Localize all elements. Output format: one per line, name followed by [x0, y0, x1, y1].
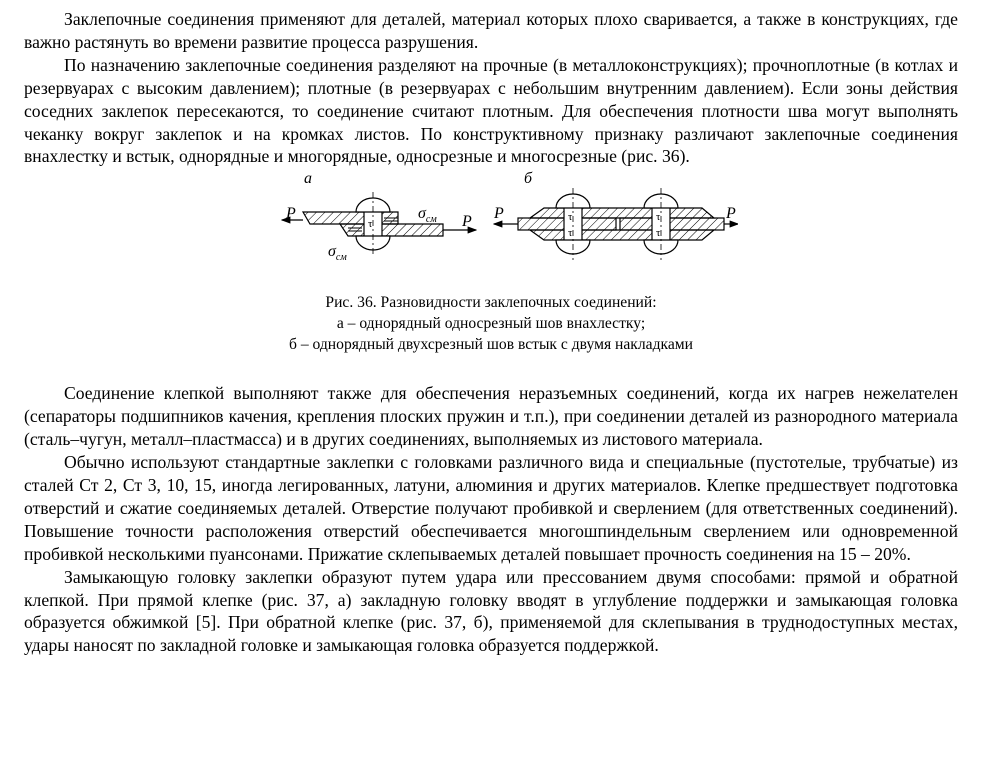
cover-plate-top-b [530, 208, 714, 218]
sigma-label-lower: $\sigma_{см}$ [328, 243, 347, 264]
tau-label-b1-top: τ [568, 211, 573, 224]
butt-joint-diagram [493, 188, 738, 260]
cover-plate-bottom-b [530, 230, 714, 240]
caption-title: Рис. 36. Разновидности заклепочных соединений: [325, 294, 657, 312]
tau-label-b1-bottom: τ [568, 227, 573, 240]
caption-a: а – однорядный односрезный шов внахлестку; [336, 315, 646, 333]
force-label-right-b: P [726, 205, 736, 223]
paragraph-5: Замыкающую головку заклепки образуют путем удара или прессованием двумя способами: прямой и обратной клепкой. При прямой клепке (рис. 37, а) закладную головку вводят в углубление поддержки и замыкающая головка образуется обжимкой [5]. При обратной клепке (рис. 37, б), применяемой для склепывания в труднодоступных местах, удары наносят по закладной головке и замыкающая головка образуется поддержкой. [24, 566, 958, 656]
rivet-joint-diagram [248, 170, 738, 290]
sigma-label-upper: $\sigma_{см}$ [418, 205, 437, 226]
label-b: б [524, 170, 533, 188]
force-label-right-a: P [462, 213, 472, 231]
paragraph-2: По назначению заклепочные соединения разделяют на прочные (в металлоконструкциях); прочноплотные (в котлах и резервуарах с высоким давлением); плотные (в резервуарах с небольшим внутренним давлением). Если зоны действия соседних заклепок пересекаются, то соединение считают плотным. Для обеспечения плотности шва могут выполнять чеканку вокруг заклепок и на кромках листов. По конструктивному признаку различают заклепочные соединения внахлестку и встык, однорядные и многорядные, односрезные и многосрезные (рис. 36). [24, 54, 958, 167]
bottom-plate-a [340, 224, 443, 236]
caption-b: б – однорядный двухсрезный шов встык с двумя накладками [289, 336, 693, 354]
lap-joint-diagram [282, 192, 476, 263]
tau-label-b2-bottom: τ [656, 227, 661, 240]
paragraph-4: Обычно используют стандартные заклепки с головками различного вида и специальные (пустотелые, трубчатые) из сталей Ст 2, Ст 3, 10, 15, иногда легированных, латуни, алюминия и других материалов. Клепке предшествует подготовка отверстий и сжатие соединяемых деталей. Отверстие получают пробивкой и сверлением (для ответственных соединений). Повышение точности расположения отверстий обеспечивается многошпиндельным сверлением или одновременной пробивкой несколькими пуансонами. Прижатие склепываемых деталей повышает прочность соединения на 15 – 20%. [24, 452, 958, 564]
paragraph-1: Заклепочные соединения применяют для деталей, материал которых плохо сваривается, а также в конструкциях, где важно растянуть во времени развитие процесса разрушения. [24, 9, 958, 52]
top-plate-a [303, 212, 398, 224]
label-a: а [304, 170, 312, 188]
figure-36 [24, 168, 958, 368]
force-label-left-b: P [494, 205, 504, 223]
tau-label-a: τ [368, 218, 373, 231]
figure-caption [24, 292, 958, 355]
tau-label-b2-top: τ [656, 211, 661, 224]
force-label-left-a: P [286, 205, 296, 223]
document-page [24, 0, 958, 657]
main-plate-right-b [620, 218, 724, 230]
spacer [24, 368, 958, 382]
paragraph-3: Соединение клепкой выполняют также для обеспечения неразъемных соединений, когда их нагрев нежелателен (сепараторы подшипников качения, крепления плоских пружин и т.п.), при соединении деталей из разнородного материала (сталь–чугун, металл–пластмасса) и в других соединениях, выполняемых из листового материала. [24, 383, 958, 450]
